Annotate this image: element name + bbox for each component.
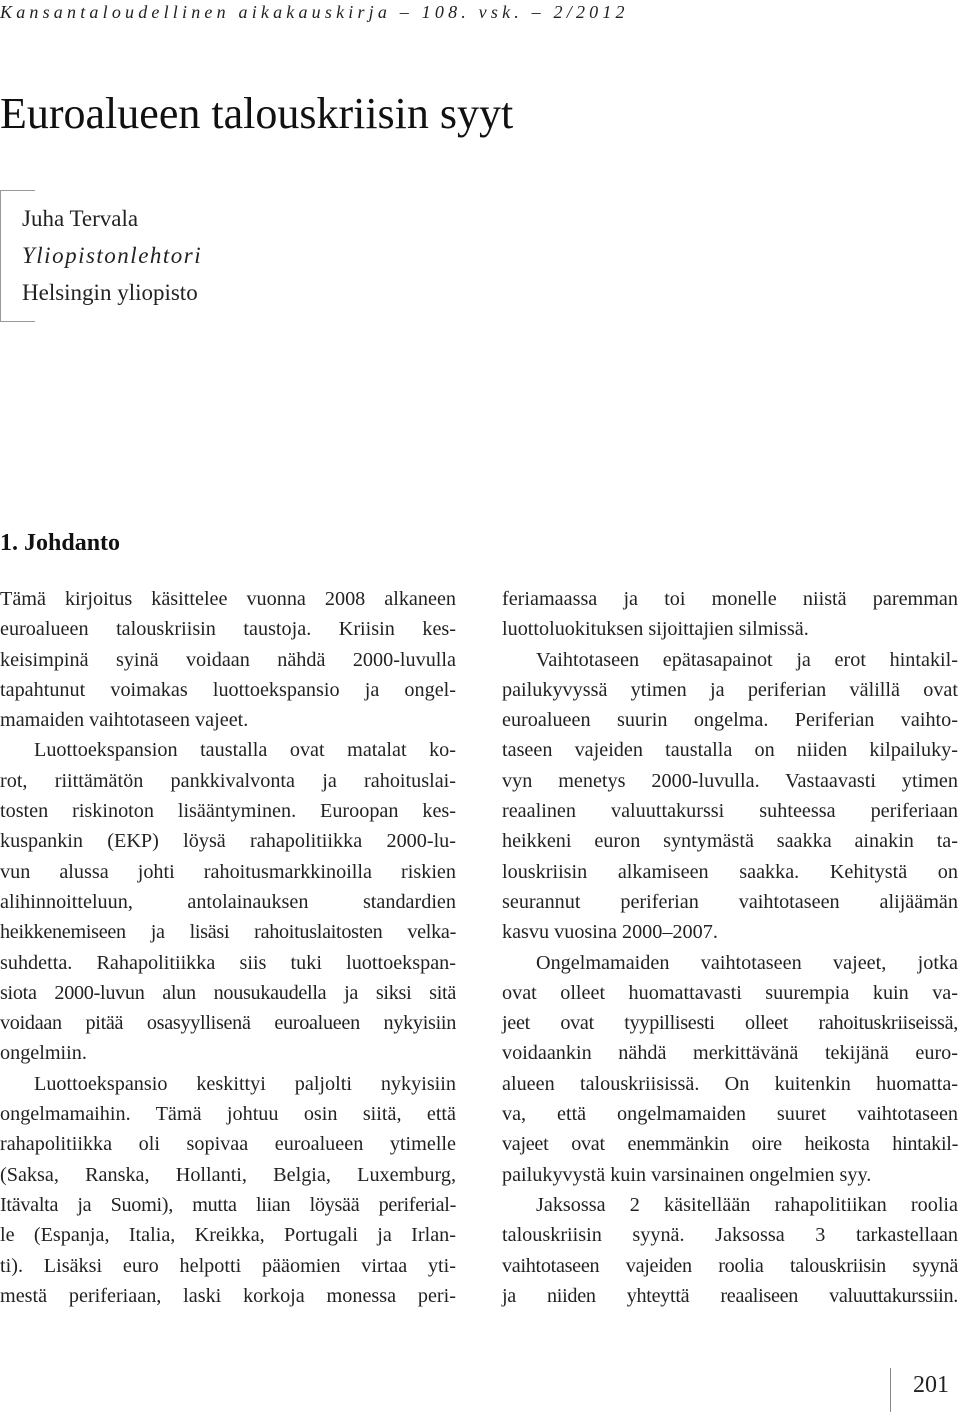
text-line: seurannut periferian vaihtotaseen alijäämän (502, 890, 958, 913)
text-line: Jaksossa 2 käsitellään rahapolitiikan roolia (536, 1193, 958, 1216)
running-head: Kansantaloudellinen aikakauskirja – 108. vsk. – 2/2012 (0, 2, 629, 22)
text-line: siota 2000-luvun alun nousukaudella ja siksi sitä (0, 981, 456, 1004)
text-line: mestä periferiaan, laski korkoja monessa peri- (0, 1284, 456, 1307)
text-line: ongelmiin. (0, 1042, 87, 1065)
text-line: jeet ovat tyypillisesti olleet rahoituskriiseissä, (502, 1012, 958, 1035)
text-line: heikkenemiseen ja lisäsi rahoituslaitosten velka- (0, 921, 456, 944)
text-line: ovat olleet huomattavasti suurempia kuin va- (502, 981, 958, 1004)
text-line: Vaihtotaseen epätasapainot ja erot hintakil- (536, 648, 958, 671)
text-line: talouskriisin syynä. Jaksossa 3 tarkastellaan (502, 1224, 958, 1247)
text-line: (Saksa, Ranska, Hollanti, Belgia, Luxemburg, (0, 1163, 456, 1186)
text-line: Tämä kirjoitus käsittelee vuonna 2008 alkaneen (0, 588, 456, 610)
page-number: 201 (913, 1372, 949, 1398)
text-line: voidaankin nähdä merkittävänä tekijänä euro- (502, 1042, 958, 1065)
text-line: alihinnoitteluun, antolainauksen standardien (0, 890, 456, 913)
text-line: alueen talouskriisissä. On kuitenkin huomatta- (502, 1072, 958, 1095)
author-name: Juha Tervala (22, 206, 139, 231)
page-number-rule (890, 1368, 891, 1412)
text-line: mamaiden vaihtotaseen vajeet. (0, 709, 249, 732)
author-affiliation: Helsingin yliopisto (22, 280, 198, 305)
text-line: taseen vajeiden taustalla on niiden kilpailuky- (502, 739, 958, 762)
text-line: euroalueen talouskriisin taustoja. Kriisin kes- (0, 618, 456, 641)
text-line: ongelmamaihin. Tämä johtuu osin siitä, että (0, 1103, 456, 1126)
text-line: vyn menetys 2000-luvulla. Vastaavasti ytimen (502, 769, 958, 792)
article-title: Euroalueen talouskriisin syyt (0, 89, 514, 138)
text-line: tapahtunut voimakas luottoekspansio ja ongel- (0, 678, 456, 701)
text-line: vajeet ovat enemmänkin oire heikosta hintakil- (502, 1133, 958, 1156)
text-line: Luottoekspansion taustalla ovat matalat ko- (34, 739, 456, 762)
text-line: Luottoekspansio keskittyi paljolti nykyisiin (34, 1072, 456, 1095)
author-position: Yliopistonlehtori (22, 243, 203, 268)
section-heading: 1. Johdanto (0, 530, 121, 556)
text-line: le (Espanja, Italia, Kreikka, Portugali ja Irlan- (0, 1224, 456, 1247)
text-line: louskriisin alkamiseen saakka. Kehitystä on (502, 860, 958, 883)
text-line: luottoluokituksen sijoittajien silmissä. (502, 618, 809, 641)
text-line: voidaan pitää osasyyllisenä euroalueen nykyisiin (0, 1012, 456, 1035)
text-line: keisimpinä syinä voidaan nähdä 2000-luvulla (0, 648, 456, 671)
text-line: reaalinen valuuttakurssi suhteessa periferiaan (502, 800, 958, 823)
text-line: tosten riskinoton lisääntyminen. Euroopan kes- (0, 800, 456, 823)
text-line: pailukyvyssä ytimen ja periferian välillä ovat (502, 678, 958, 701)
text-line: va, että ongelmamaiden suuret vaihtotaseen (502, 1103, 958, 1126)
text-line: ti). Lisäksi euro helpotti pääomien virtaa yti- (0, 1254, 456, 1277)
text-line: pailukyvystä kuin varsinainen ongelmien syy. (502, 1163, 872, 1186)
text-line: Itävalta ja Suomi), mutta liian löysää periferial- (0, 1193, 456, 1216)
text-line: heikkeni euron syntymästä saakka ainakin ta- (502, 830, 958, 853)
text-line: vaihtotaseen vajeiden roolia talouskriisin syynä (502, 1254, 958, 1277)
author-info (22, 200, 202, 311)
text-line: ja niiden yhteyttä reaaliseen valuuttakurssiin. (502, 1284, 958, 1307)
text-line: kuspankin (EKP) löysä rahapolitiikka 2000-lu- (0, 830, 456, 853)
right-column (502, 584, 958, 1311)
text-line: feriamaassa ja toi monelle niistä paremman (502, 588, 958, 610)
left-column (0, 584, 456, 1311)
text-line: Ongelmamaiden vaihtotaseen vajeet, jotka (536, 951, 958, 974)
text-line: kasvu vuosina 2000–2007. (502, 921, 718, 944)
text-line: vun alussa johti rahoitusmarkkinoilla riskien (0, 860, 456, 883)
text-line: euroalueen suurin ongelma. Periferian vaihto- (502, 709, 958, 732)
text-line: rot, riittämätön pankkivalvonta ja rahoituslai- (0, 769, 456, 792)
text-line: suhdetta. Rahapolitiikka siis tuki luottoekspan- (0, 951, 456, 974)
text-line: rahapolitiikka oli sopivaa euroalueen ytimelle (0, 1133, 456, 1156)
